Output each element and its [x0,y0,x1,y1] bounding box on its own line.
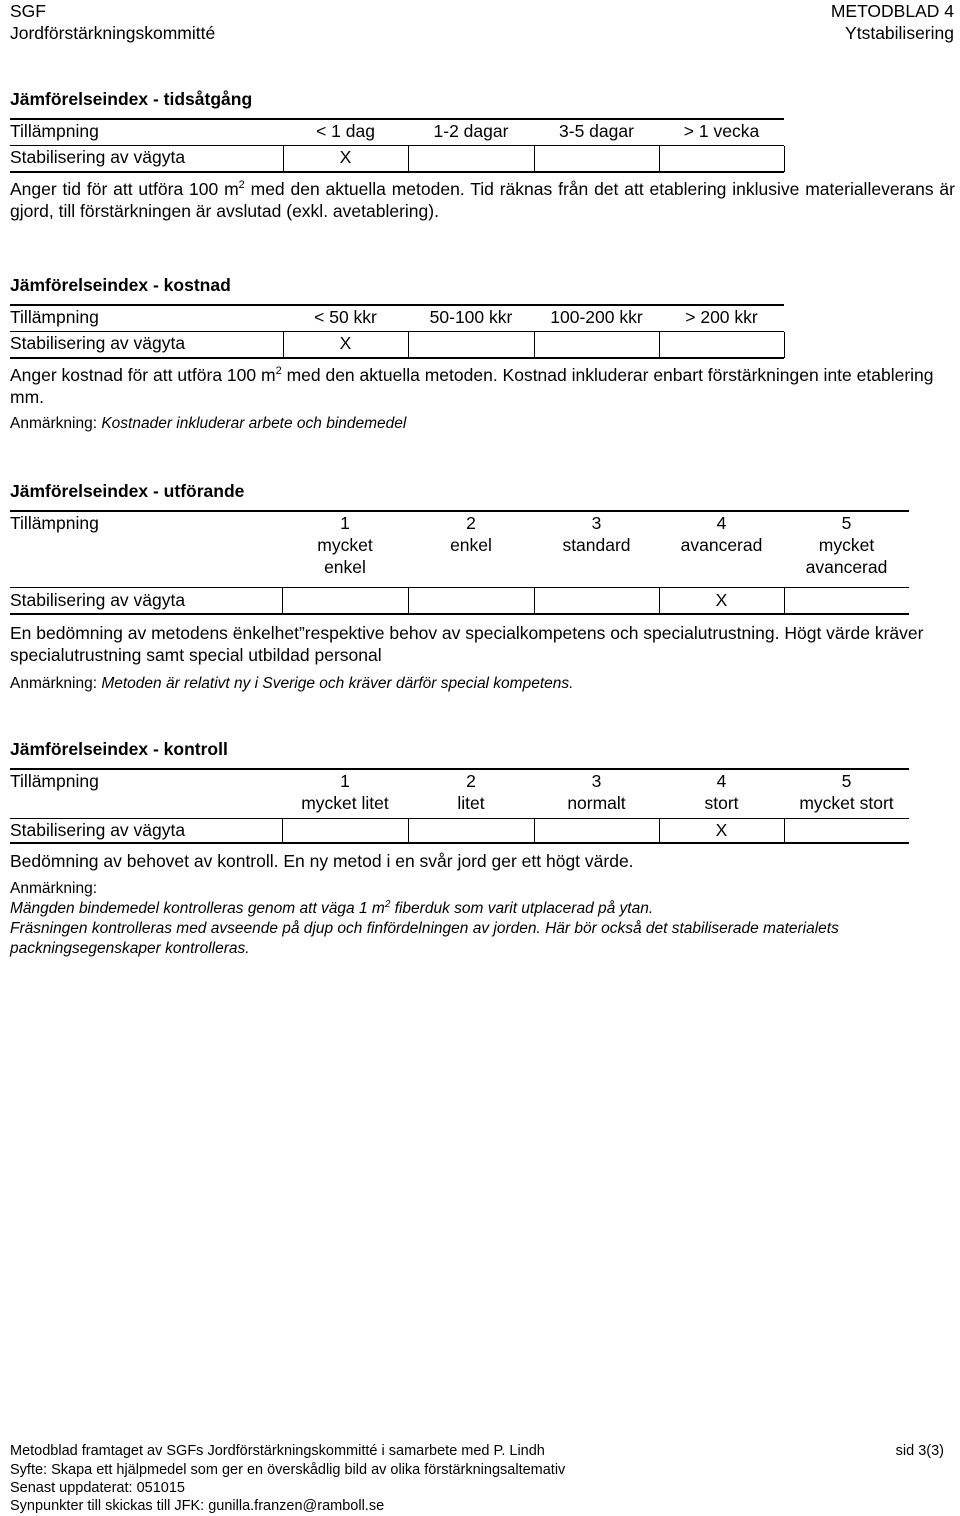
page-number: sid 3(3) [895,1443,944,1459]
kostnad-cell: Stabilisering av vägyta [10,333,186,353]
scale-number: 1 [340,513,350,533]
utforande-heading: Jämförelseindex - utförande [10,481,245,501]
footer-line-3: Senast uppdaterat: 051015 [10,1480,185,1496]
scale-text: normalt [567,793,626,813]
tid-heading: Jämförelseindex - tidsåtgång [10,89,253,109]
org-name: SGF [10,1,46,21]
utforande-rule-bottom [10,613,909,615]
kontroll-heading: Jämförelseindex - kontroll [10,739,228,759]
utforande-table [10,512,909,614]
scale-number: 2 [466,513,476,533]
tid-cell: Stabilisering av vägyta [10,147,186,167]
page-header-right [831,0,954,44]
utforande-cell [408,587,534,614]
kontroll-scale-2 [408,770,534,819]
note-text: Mängden bindemedel kontrolleras genom att väga 1 m [10,900,385,917]
kontroll-note-2: Fräsningen kontrolleras med avseende på djup och finfördelningen av jorden. Här bör också det stabiliserade materialets packningsegenskaper kontrolleras. [10,920,839,957]
kostnad-rule-bottom [10,357,784,359]
utforande-row-scale [10,512,909,587]
superscript: 2 [275,365,282,378]
superscript: 2 [238,179,245,192]
kostnad-cell [534,332,659,358]
utforande-cell [282,587,408,614]
note-text: Kostnader inkluderar arbete och bindemedel [101,415,407,432]
kostnad-cell: > 200 kkr [685,307,758,327]
utforande-description: En bedömning av metodens ënkelhet”respektive behov av specialkompetens och specialutrustning. Högt värde kräver specialutrustning samt special utbildad personal [10,623,924,665]
kostnad-cell: 50-100 kkr [429,307,513,327]
superscript: 2 [384,898,391,910]
kontroll-row-scale [10,770,909,819]
kontroll-scale-5 [784,770,909,819]
tid-description [10,178,955,222]
utforande-cell [784,587,909,614]
scale-number: 4 [716,771,727,791]
kostnad-table [10,306,785,358]
footer-line-2: Syfte: Skapa ett hjälpmedel som ger en överskådlig bild av olika förstärkningsaltemativ [10,1462,566,1478]
scale-text: avancerad [680,535,763,555]
kostnad-rule-mid [10,331,784,332]
sheet-topic: Ytstabilisering [845,23,954,43]
kontroll-cell: Stabilisering av vägyta [10,820,186,840]
scale-number: 4 [716,513,727,533]
scale-number: 1 [340,771,350,791]
kostnad-row-header [10,306,784,332]
kontroll-note-label: Anmärkning: [10,880,98,897]
kontroll-table [10,770,909,843]
tid-cell: 3-5 dagar [559,121,634,141]
kontroll-label: Tillämpning [10,771,99,791]
kostnad-cell: < 50 kkr [314,307,377,327]
kostnad-note [10,414,958,434]
kontroll-cell [784,819,909,843]
scale-number: 5 [841,513,852,533]
scale-text: mycket enkel [317,535,373,577]
utforande-note [10,674,958,694]
kontroll-scale-3 [534,770,659,819]
kostnad-description [10,364,955,408]
utforande-row-method [10,587,909,614]
note-text: Metoden är relativt ny i Sverige och kräver därför special kompetens. [101,675,574,692]
utforande-rule-mid [10,587,909,588]
tid-rule-mid [10,145,784,146]
kontroll-note-1 [10,899,958,919]
scale-number: 5 [841,771,852,791]
kostnad-cell [408,332,534,358]
sheet-id: METODBLAD 4 [830,1,954,21]
utforande-cell [534,587,659,614]
tid-cell: Tillämpning [10,121,99,141]
kontroll-cell [534,819,659,843]
kostnad-row-method [10,332,784,358]
tid-row-header [10,120,784,146]
page-header-left [10,0,215,44]
scale-text: stort [704,793,739,813]
kontroll-scale-1 [282,770,408,819]
kontroll-row-method [10,819,909,843]
note-label: Anmärkning: [10,415,102,432]
tid-table [10,120,785,172]
scale-number: 3 [591,771,602,791]
kontroll-scale-4 [659,770,784,819]
note-label: Anmärkning: [10,675,102,692]
kostnad-heading: Jämförelseindex - kostnad [10,275,231,295]
scale-text: mycket stort [799,793,894,813]
kontroll-description: Bedömning av behovet av kontroll. En ny metod i en svår jord ger ett högt värde. [10,851,634,871]
tid-cell: > 1 vecka [683,121,760,141]
scale-number: 3 [591,513,602,533]
tid-rule-bottom [10,171,784,173]
committee-name: Jordförstärkningskommitté [10,23,216,43]
kontroll-cell [282,819,408,843]
kontroll-rule-bottom [10,842,909,844]
scale-text: mycket litet [301,793,389,813]
tid-desc-text: med den aktuella metoden. Tid räknas från det att etablering inklusive materialleverans är gjord, till förstärkningen är avslutad (exkl. avetablering). [10,179,955,221]
kostnad-cell: Tillämpning [10,307,99,327]
tid-cell: X [283,146,408,172]
utforande-cell: Stabilisering av vägyta [10,590,186,610]
kostnad-cell [659,332,784,358]
utforande-rule-top [10,510,909,512]
tid-rule-top [10,118,784,120]
tid-cell: < 1 dag [316,121,375,141]
tid-row-method [10,146,784,172]
kontroll-rule-top [10,768,909,770]
utforande-scale-4 [659,512,784,587]
utforande-scale-5 [784,512,909,587]
note-text: fiberduk som varit utplacerad på ytan. [390,900,654,917]
tid-cell [534,146,659,172]
utforande-cell: X [659,587,784,614]
kostnad-desc-text: Anger kostnad för att utföra 100 m [10,365,276,385]
footer-line-4: Synpunkter till skickas till JFK: gunilla.franzen@ramboll.se [10,1498,385,1514]
utforande-label: Tillämpning [10,513,99,533]
scale-text: mycket avancerad [805,535,888,577]
footer-line-1: Metodblad framtaget av SGFs Jordförstärkningskommitté i samarbete med P. Lindh [10,1443,545,1459]
kostnad-cell: X [283,332,408,358]
kontroll-cell: X [659,819,784,843]
tid-cell [659,146,784,172]
kontroll-rule-mid [10,818,909,819]
scale-text: standard [562,535,631,555]
kostnad-cell: 100-200 kkr [550,307,643,327]
utforande-scale-2 [408,512,534,587]
kontroll-cell [408,819,534,843]
tid-desc-text: Anger tid för att utföra 100 m [10,179,239,199]
kostnad-rule-top [10,304,784,306]
utforande-scale-1 [282,512,408,587]
scale-text: litet [457,793,485,813]
kostnad-desc-text: med den aktuella metoden. Kostnad inkluderar enbart förstärkningen inte etablering mm. [10,365,934,407]
tid-cell: 1-2 dagar [433,121,509,141]
utforande-scale-3 [534,512,659,587]
scale-text: enkel [450,535,492,555]
scale-number: 2 [466,771,476,791]
tid-cell [408,146,534,172]
